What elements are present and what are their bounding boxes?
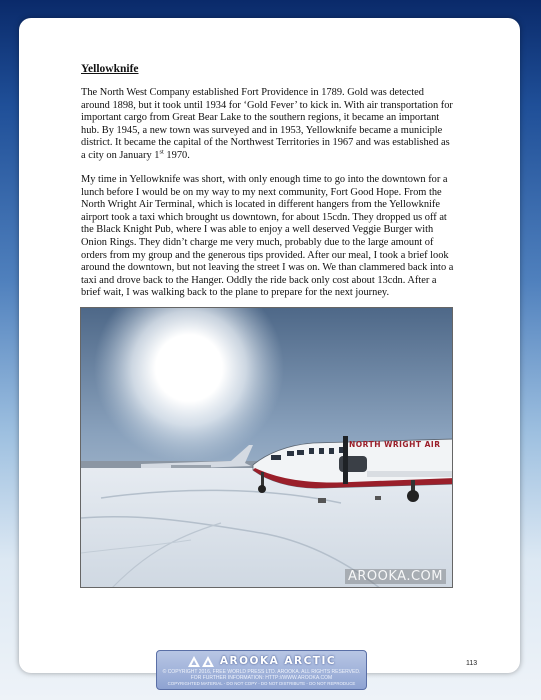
text-line: district. It became the capital of the Northwest Territories in 1967 and was established as — [81, 137, 450, 149]
text-line: Onion Rings. They didn’t charge me very much, probably due to the large amount of — [81, 236, 434, 248]
text-line: My time in Yellowknife was short, with only enough time to go into the downtown for a — [81, 174, 448, 185]
text-fragment: a city on January 1 — [81, 149, 160, 161]
paragraph-history — [81, 87, 463, 163]
text-line — [81, 150, 463, 163]
footer-copyright-badge — [156, 650, 367, 690]
text-line: orders from my group and the generous tips provided. After our meal, I took a brief look — [81, 249, 449, 261]
text-line: the Black Knight Pub, where I was able to enjoy a well deserved Veggie Burger with — [81, 224, 434, 236]
text-line: taxi and drove back to the Hanger. Oddly the ride back only cost about 13cdn. After a — [81, 274, 437, 286]
plane-livery-text: NORTH WRIGHT AIR — [349, 440, 441, 449]
text-line: important cargo from Great Bear Lake to the southern regions, it became an important — [81, 112, 440, 124]
text-fragment: 1970. — [163, 149, 190, 161]
paragraph-visit — [81, 174, 463, 300]
text-line: airport took a taxi which brought us downtown, for about 15cdn. They dropped us off at — [81, 211, 447, 223]
photo-watermark: AROOKA.COM — [345, 569, 446, 584]
airfield-photo-illustration — [81, 308, 453, 588]
text-line: The North West Company established Fort Providence in 1789. Gold was detected — [81, 87, 424, 98]
text-line: hub. By 1945, a new town was surveyed and in 1953, Yellowknife became a municiple — [81, 124, 443, 136]
text-line: around 1898, but it took until 1934 for ‘Gold Fever’ to kick in. With air transportation for — [81, 99, 453, 111]
text-line: lunch before I would be on my way to my next community, Fort Good Hope. From the — [81, 186, 442, 198]
airfield-photo — [80, 307, 453, 588]
arooka-logo-icon — [187, 655, 215, 668]
info-link-text: FOR FURTHER INFORMATION: HTTP://WWW.AROOKA.COM — [190, 675, 333, 682]
copy-notice-text: COPYRIGHTED MATERIAL - DO NOT COPY - DO NOT DISTRIBUTE - DO NOT REPRODUCE — [167, 681, 356, 687]
document-title: Yellowknife — [81, 63, 139, 75]
page-number: 113 — [466, 660, 478, 667]
text-line: around the downtown, but not leaving the street I was on. We than clammered back into a — [81, 262, 454, 274]
text-line: North Wright Air Terminal, which is located in different hangers from the Yellowknife — [81, 199, 440, 211]
ordinal-suffix: st — [159, 148, 164, 156]
brand-row — [157, 653, 366, 669]
copyright-text: © COPYRIGHT 2016, FREE WORLD PRESS LTD. AROOKA. ALL RIGHTS RESERVED. — [162, 669, 361, 675]
brand-name: AROOKA ARCTIC — [219, 655, 337, 667]
text-line: brief wait, I was walking back to the plane to prepare for the next journey. — [81, 287, 390, 299]
